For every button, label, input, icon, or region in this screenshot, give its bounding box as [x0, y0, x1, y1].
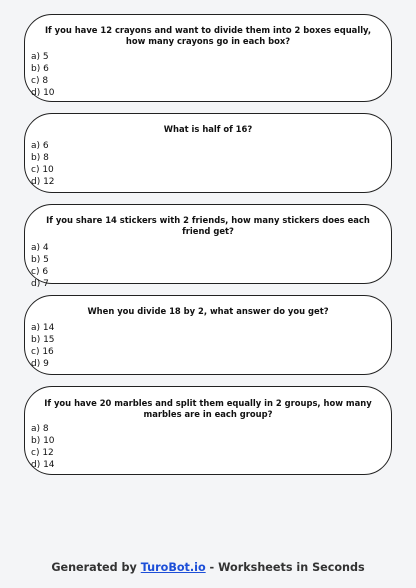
question-text: If you share 14 stickers with 2 friends, how many stickers does each friend get?	[46, 215, 370, 236]
answer-option-d: d) 7	[31, 279, 49, 289]
answer-option-c: c) 6	[31, 267, 49, 277]
answer-option-a: a) 14	[31, 323, 55, 333]
answer-option-b: b) 6	[31, 64, 49, 74]
footer-suffix: - Worksheets in Seconds	[205, 561, 365, 574]
answer-option-c: c) 12	[31, 448, 54, 458]
answer-option-a: a) 5	[31, 52, 49, 62]
question-card-1	[24, 14, 392, 102]
footer-prefix: Generated by	[51, 561, 141, 574]
footer	[0, 561, 416, 574]
answer-options	[31, 242, 391, 290]
answer-option-d: d) 14	[31, 460, 55, 470]
answer-option-a: a) 6	[31, 141, 49, 151]
question-text: If you have 20 marbles and split them equally in 2 groups, how many marbles are in each group?	[44, 398, 372, 419]
answer-option-b: b) 8	[31, 153, 49, 163]
question-text: When you divide 18 by 2, what answer do you get?	[87, 306, 329, 316]
question-card-3	[24, 204, 392, 289]
answer-option-d: d) 9	[31, 359, 49, 369]
answer-option-a: a) 4	[31, 243, 49, 253]
answer-option-b: b) 5	[31, 255, 49, 265]
answer-option-d: d) 12	[31, 177, 55, 187]
answer-options	[31, 51, 391, 99]
answer-options	[31, 322, 391, 370]
answer-option-c: c) 10	[31, 165, 54, 175]
turobot-link[interactable]: TuroBot.io	[140, 561, 206, 574]
question-text: What is half of 16?	[163, 124, 253, 134]
question-card-5	[24, 386, 392, 475]
question-text: If you have 12 crayons and want to divide them into 2 boxes equally, how many crayons go in each box?	[44, 25, 372, 46]
answer-option-c: c) 8	[31, 76, 49, 86]
question-card-4	[24, 295, 392, 375]
answer-options	[31, 423, 391, 471]
question-card-2	[24, 113, 392, 193]
answer-option-d: d) 10	[31, 88, 55, 98]
answer-options	[31, 140, 391, 188]
answer-option-b: b) 10	[31, 436, 55, 446]
answer-option-a: a) 8	[31, 424, 49, 434]
answer-option-b: b) 15	[31, 335, 55, 345]
answer-option-c: c) 16	[31, 347, 54, 357]
